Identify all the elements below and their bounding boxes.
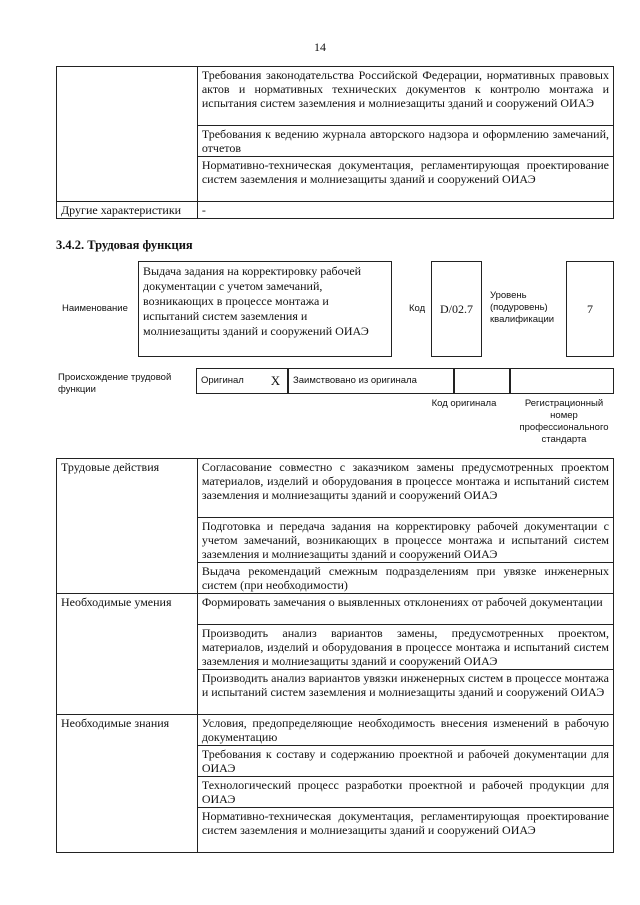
knowledge-item: Технологический процесс разработки проектной и рабочей продукции для ОИАЭ	[197, 777, 613, 808]
knowledge-label: Необходимые знания	[57, 715, 198, 853]
table-row	[57, 67, 614, 126]
skill-item: Производить анализ вариантов замены, предусмотренных проектом, материалов, изделий и оборудования в процессе монтажа и испытаний систем заземления и молниезащиты зданий и сооружений ОИАЭ	[197, 625, 613, 670]
knowledge-item: Нормативно-техническая документация, регламентирующая проектирование систем заземления и молниезащиты зданий и сооружений ОИАЭ	[197, 808, 613, 853]
table-row	[57, 715, 614, 746]
reg-caption: Регистрационный номер профессионального стандарта	[519, 398, 609, 445]
name-value-box: Выдача задания на корректировку рабочей документации с учетом замечаний, возникающих в процессе монтажа и испытаний систем заземления и молниезащиты зданий и сооружений ОИАЭ	[138, 261, 392, 357]
level-value-box: 7	[566, 261, 614, 357]
section-title: 3.4.2. Трудовая функция	[56, 238, 193, 252]
code-caption: Код оригинала	[431, 398, 497, 409]
page-number: 14	[314, 40, 326, 54]
skill-item: Формировать замечания о выявленных отклонениях от рабочей документации	[197, 594, 613, 625]
action-item: Выдача рекомендаций смежным подразделениям при увязке инженерных систем (при необходимости)	[197, 563, 613, 594]
action-item: Подготовка и передача задания на корректировку рабочей документации с учетом замечаний, возникающих в процессе монтажа и испытаний систем заземления и молниезащиты зданий и сооружений ОИАЭ	[197, 518, 613, 563]
origin-code-cell	[454, 368, 510, 394]
top-table-item: Требования законодательства Российской Федерации, нормативных правовых актов и нормативных технических документов к контролю монтажа и испытания систем заземления и молниезащиты зданий и сооружений ОИАЭ	[197, 67, 613, 126]
name-label: Наименование	[62, 303, 128, 314]
original-label-cell: Оригинал	[196, 368, 264, 394]
original-mark-cell: X	[264, 368, 288, 394]
code-value-box: D/02.7	[431, 261, 482, 357]
borrowed-label-cell: Заимствовано из оригинала	[288, 368, 454, 394]
table-row	[57, 594, 614, 625]
origin-reg-cell	[510, 368, 614, 394]
top-table-label-cell	[57, 67, 198, 202]
knowledge-item: Требования к составу и содержанию проектной и рабочей документации для ОИАЭ	[197, 746, 613, 777]
level-label: Уровень (подуровень) квалификации	[490, 290, 555, 325]
table-row	[57, 459, 614, 518]
code-label: Код	[409, 303, 426, 314]
skills-label: Необходимые умения	[57, 594, 198, 715]
origin-label: Происхождение трудовой функции	[58, 372, 172, 395]
top-table-item: Нормативно-техническая документация, регламентирующая проектирование систем заземления и молниезащиты зданий и сооружений ОИАЭ	[197, 157, 613, 202]
actions-label: Трудовые действия	[57, 459, 198, 594]
other-characteristics-label: Другие характеристики	[57, 202, 198, 219]
top-table-item: Требования к ведению журнала авторского надзора и оформлению замечаний, отчетов	[197, 126, 613, 157]
main-table	[56, 458, 614, 853]
top-table	[56, 66, 614, 219]
skill-item: Производить анализ вариантов увязки инженерных систем в процессе монтажа и испытаний систем заземления и молниезащиты зданий и сооружений ОИАЭ	[197, 670, 613, 715]
action-item: Согласование совместно с заказчиком замены предусмотренных проектом материалов, изделий и оборудования в процессе монтажа и испытаний систем заземления и молниезащиты зданий и сооружений ОИАЭ	[197, 459, 613, 518]
knowledge-item: Условия, предопределяющие необходимость внесения изменений в рабочую документацию	[197, 715, 613, 746]
table-row	[57, 202, 614, 219]
other-characteristics-value: -	[197, 202, 613, 219]
